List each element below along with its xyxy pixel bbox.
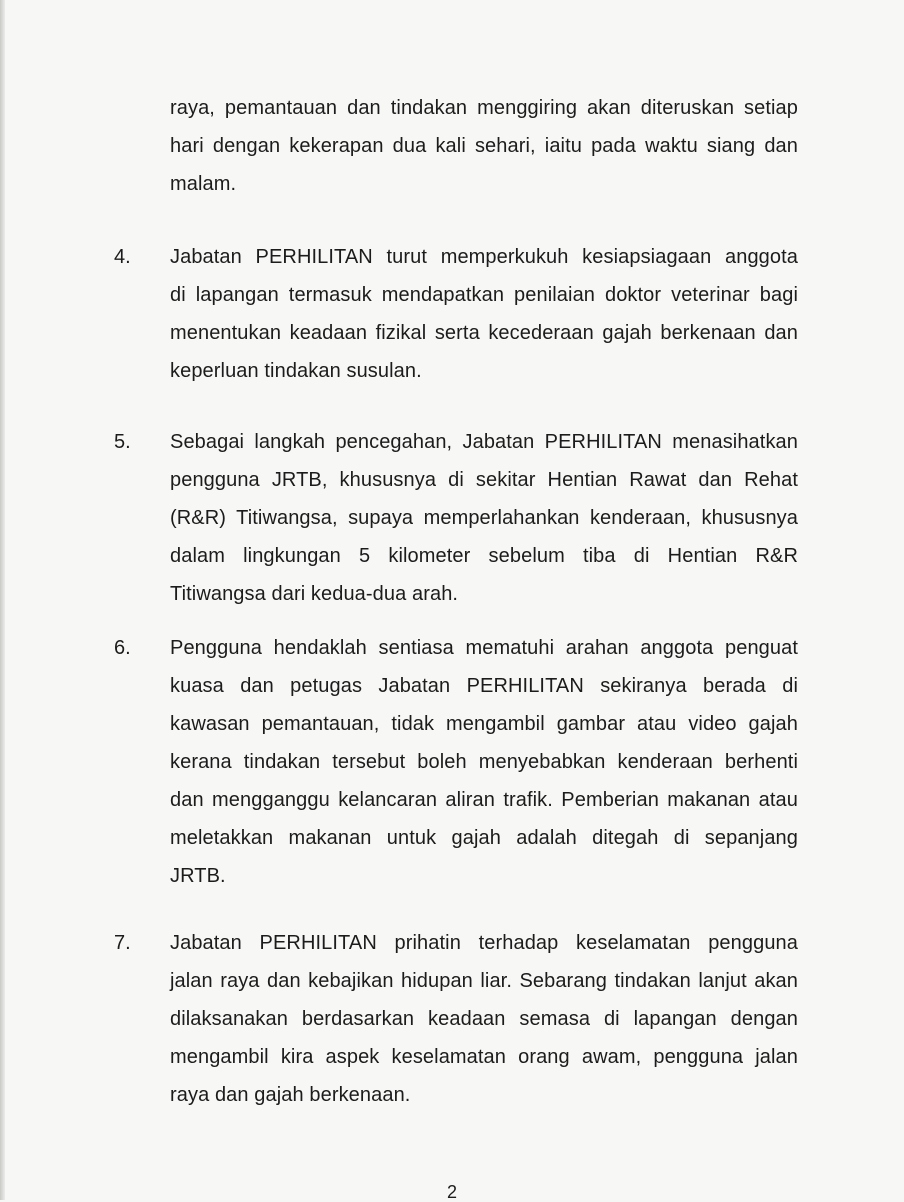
paragraph-line: Jabatan PERHILITAN prihatin terhadap keselamatan pengguna (170, 932, 798, 954)
paragraph-line: kuasa dan petugas Jabatan PERHILITAN sekiranya berada di (170, 675, 798, 697)
paragraph-line: Sebagai langkah pencegahan, Jabatan PERHILITAN menasihatkan (170, 431, 798, 453)
paragraph-number: 5. (114, 431, 131, 453)
paragraph-line: kawasan pemantauan, tidak mengambil gambar atau video gajah (170, 713, 798, 735)
paragraph-line: di lapangan termasuk mendapatkan penilaian doktor veterinar bagi (170, 284, 798, 306)
paragraph-line: dilaksanakan berdasarkan keadaan semasa di lapangan dengan (170, 1008, 798, 1030)
paragraph-line: dan mengganggu kelancaran aliran trafik. Pemberian makanan atau (170, 789, 798, 811)
page-edge-shadow (0, 0, 5, 1200)
paragraph-line: dalam lingkungan 5 kilometer sebelum tiba di Hentian R&R (170, 545, 798, 567)
paragraph-number: 4. (114, 246, 131, 268)
paragraph-line: Titiwangsa dari kedua-dua arah. (170, 583, 459, 605)
paragraph-line: kerana tindakan tersebut boleh menyebabkan kenderaan berhenti (170, 751, 798, 773)
page-number: 2 (446, 1182, 457, 1202)
paragraph-line: (R&R) Titiwangsa, supaya memperlahankan kenderaan, khususnya (170, 507, 798, 529)
paragraph-number: 6. (114, 637, 131, 659)
paragraph-line: menentukan keadaan fizikal serta kecederaan gajah berkenaan dan (170, 322, 798, 344)
paragraph-number: 7. (114, 932, 131, 954)
paragraph-line: hari dengan kekerapan dua kali sehari, iaitu pada waktu siang dan (170, 135, 798, 157)
paragraph-line: Jabatan PERHILITAN turut memperkukuh kesiapsiagaan anggota (170, 246, 798, 268)
paragraph-line: raya, pemantauan dan tindakan menggiring akan diteruskan setiap (170, 97, 798, 119)
paragraph-line: JRTB. (170, 865, 226, 887)
paragraph-line: meletakkan makanan untuk gajah adalah ditegah di sepanjang (170, 827, 798, 849)
paragraph-line: pengguna JRTB, khususnya di sekitar Hentian Rawat dan Rehat (170, 469, 798, 491)
paragraph-line: malam. (170, 173, 237, 195)
paragraph-line: keperluan tindakan susulan. (170, 360, 422, 382)
paragraph-line: jalan raya dan kebajikan hidupan liar. Sebarang tindakan lanjut akan (170, 970, 798, 992)
paragraph-line: mengambil kira aspek keselamatan orang awam, pengguna jalan (170, 1046, 798, 1068)
paragraph-line: Pengguna hendaklah sentiasa mematuhi arahan anggota penguat (170, 637, 798, 659)
paragraph-line: raya dan gajah berkenaan. (170, 1084, 411, 1106)
